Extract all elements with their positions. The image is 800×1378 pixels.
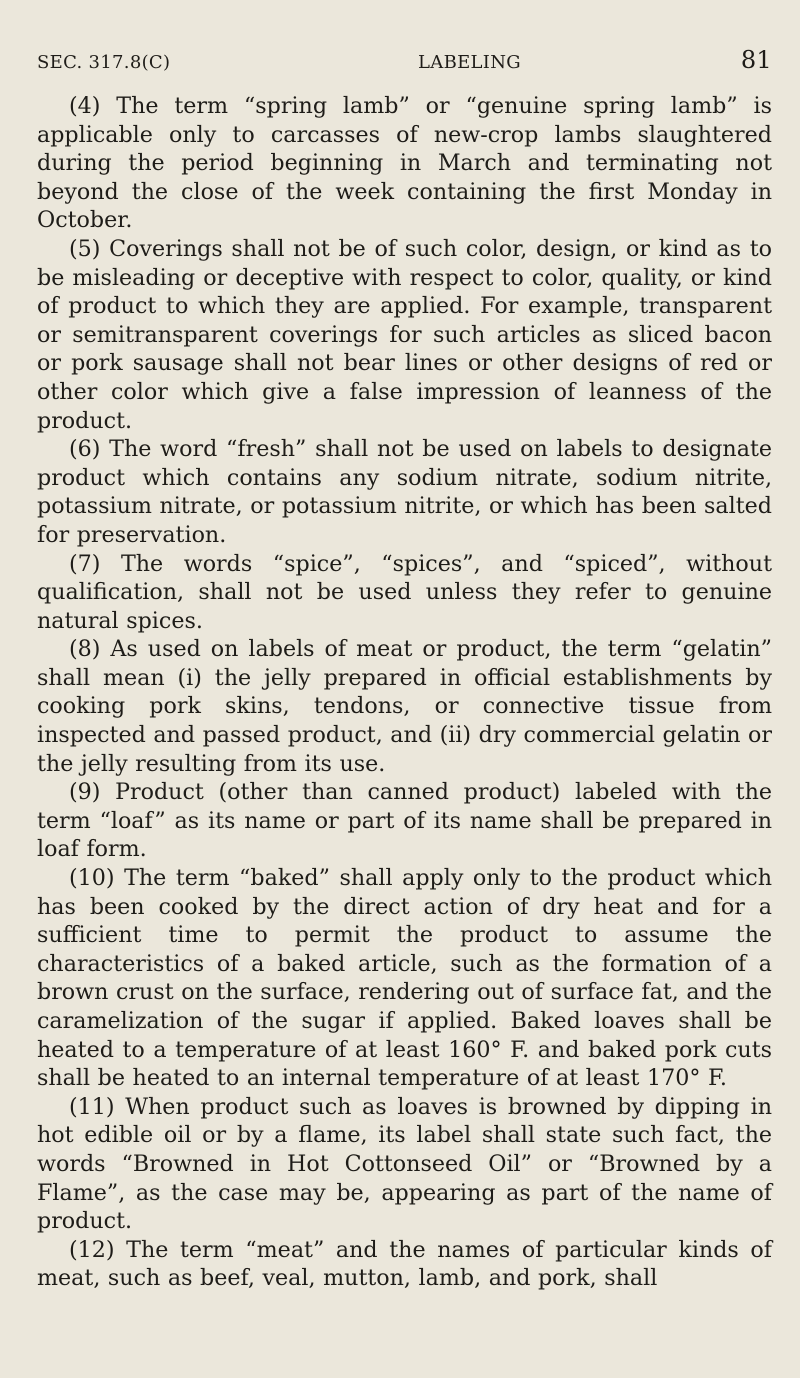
paragraph-10: (10) The term “baked” shall apply only to the product which has been cooked by the direct action of dry heat and for a sufficient time to permit the product to assume the characteristics of a baked article, such as the formation of a brown crust on the surface, rendering out of surface fat, and the caramelization of the sugar if applied. Baked loaves shall be heated to a temperature of at least 160° F. and baked pork cuts shall be heated to an internal temperature of at least 170° F. bbox=[37, 865, 772, 1092]
paragraph-6: (6) The word “fresh” shall not be used on labels to designate product which contains any sodium nitrate, sodium nitrite, potassium nitrate, or potassium nitrite, or which has been salted for preservation. bbox=[37, 436, 772, 548]
paragraph-8: (8) As used on labels of meat or product, the term “gelatin” shall mean (i) the jelly prepared in official establishments by cooking pork skins, tendons, or connective tissue from inspected and passed product, and (ii) dry commercial gelatin or the jelly resulting from its use. bbox=[37, 636, 773, 777]
paragraph-9: (9) Product (other than canned product) labeled with the term “loaf” as its name or part of its name shall be prepared in loaf form. bbox=[37, 779, 772, 863]
paragraph-11: (11) When product such as loaves is browned by dipping in hot edible oil or by a flame, its label shall state such fact, the words “Browned in Hot Cottonseed Oil” or “Browned by a Flame”, as the case may be, appearing as part of the name of product. bbox=[37, 1093, 772, 1235]
page-number: 81 bbox=[740, 46, 772, 74]
paragraph-12: (12) The term “meat” and the names of particular kinds of meat, such as beef, veal, mutton, lamb, and pork, shall bbox=[37, 1236, 772, 1292]
page-title: LABELING bbox=[418, 52, 521, 73]
paragraph-4: (4) The term “spring lamb” or “genuine spring lamb” is applicable only to carcasses of new-crop lambs slaughtered during the period beginning in March and terminating not beyond the close of the week containing the first Monday in October. bbox=[37, 93, 772, 234]
paragraph-5: (5) Coverings shall not be of such color, design, or kind as to be misleading or deceptive with respect to color, quality, or kind of product to which they are applied. For example, transparent or semitransparent coverings for such articles as sliced bacon or pork sausage shall not bear lines or other designs of red or other color which give a false impression of leanness of the product. bbox=[37, 235, 772, 434]
section-reference: SEC. 317.8(C) bbox=[37, 52, 171, 73]
paragraph-7: (7) The words “spice”, “spices”, and “spiced”, without qualification, shall not be used unless they refer to genuine natural spices. bbox=[37, 550, 772, 634]
body-text bbox=[37, 92, 772, 1293]
running-head bbox=[37, 46, 772, 76]
